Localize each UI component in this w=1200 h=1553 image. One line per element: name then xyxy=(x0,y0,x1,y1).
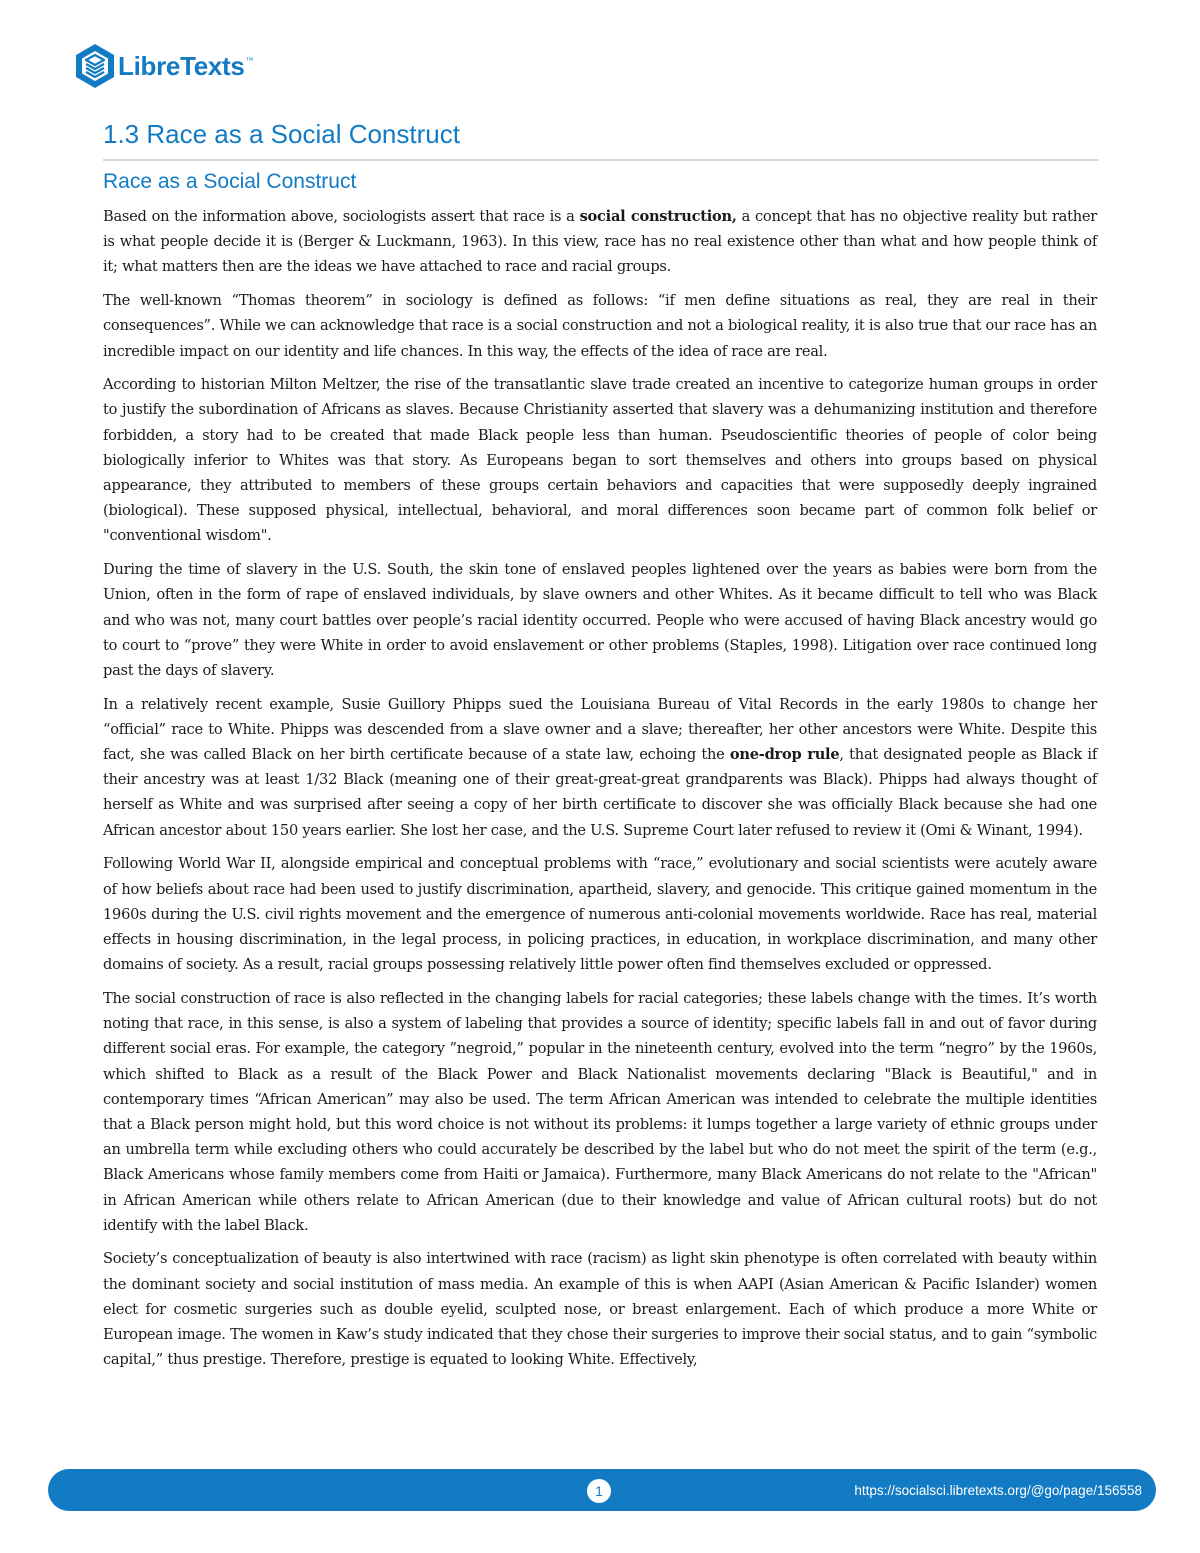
page-number-badge: 1 xyxy=(587,1479,611,1503)
paragraph-3: According to historian Milton Meltzer, the rise of the transatlantic slave trade created an incentive to categorize human groups in order to justify the subordination of Africans as slaves. Because Christianity asserted that slavery was a dehumanizing institution and therefore forbidden, a story had to be created that made Black people less than human. Pseudoscientific theories of people of color being biologically inferior to Whites was that story. As Europeans began to sort themselves and others into groups based on physical appearance, they attributed to members of these groups certain behaviors and capacities that were supposedly deeply ingrained (biological). These supposed physical, intellectual, behavioral, and moral differences soon became part of common folk belief or "conventional wisdom". xyxy=(103,376,1097,545)
section-title: Race as a Social Construct xyxy=(103,170,357,193)
paragraph-text: Based on the information above, sociologists assert that race is a xyxy=(103,208,580,225)
libretexts-logo[interactable] xyxy=(74,42,254,90)
paragraph-4: During the time of slavery in the U.S. South, the skin tone of enslaved peoples lightened over the years as babies were born from the Union, often in the form of rape of enslaved individuals, by slave owners and other Whites. As it became difficult to tell who was Black and who was not, many court battles over people’s racial identity occurred. People who were accused of having Black ancestry would go to court to “prove” they were White in order to avoid enslavement or other problems (Staples, 1998). Litigation over race continued long past the days of slavery. xyxy=(103,561,1097,679)
term-one-drop-rule: one-drop rule xyxy=(729,746,840,764)
footer-url-link[interactable]: https://socialsci.libretexts.org/@go/page/156558 xyxy=(854,1483,1142,1498)
libretexts-logo-icon xyxy=(74,42,116,90)
paragraph-6: Following World War II, alongside empirical and conceptual problems with “race,” evolutionary and social scientists were acutely aware of how beliefs about race had been used to justify discrimination, apartheid, slavery, and genocide. This critique gained momentum in the 1960s during the U.S. civil rights movement and the emergence of numerous anti-colonial movements worldwide. Race has real, material effects in housing discrimination, in the legal process, in policing practices, in education, in workplace discrimination, and many other domains of society. As a result, racial groups possessing relatively little power often find themselves excluded or oppressed. xyxy=(103,855,1097,974)
logo-wordmark: LibreTexts xyxy=(118,50,245,81)
paragraph-text: , that designated people as Black if their ancestry was at least 1/32 Black (meaning one of their great-great-great grandparents was Black). Phipps had always thought of herself as White and was surprised after seeing a copy of her birth certificate to discover she was officially Black because she had one African ancestor about 150 years earlier. She lost her case, and the U.S. Supreme Court later refused to review it (Omi & Winant, 1994). xyxy=(103,746,1097,839)
paragraph-text: a concept that has no objective reality but rather is what people decide it is (Berger & Luckmann, 1963). In this view, race has no real existence other than what and how people think of it; what matters then are the ideas we have attached to race and racial groups. xyxy=(103,208,1097,276)
paragraph-8: Society’s conceptualization of beauty is also intertwined with race (racism) as light skin phenotype is often correlated with beauty within the dominant society and social institution of mass media. An example of this is when AAPI (Asian American & Pacific Islander) women elect for cosmetic surgeries such as double eyelid, sculpted nose, or breast enlargement. Each of which produce a more White or European image. The women in Kaw’s study indicated that they chose their surgeries to improve their social status, and to gain “symbolic capital,” thus prestige. Therefore, prestige is equated to looking White. Effectively, xyxy=(103,1250,1097,1369)
paragraph-1 xyxy=(103,204,1097,280)
article-body xyxy=(103,204,1097,1381)
page-title: 1.3 Race as a Social Construct xyxy=(103,118,1099,161)
paragraph-2: The well-known “Thomas theorem” in sociology is defined as follows: “if men define situations as real, they are real in their consequences”. While we can acknowledge that race is a social construction and not a biological reality, it is also true that our race has an incredible impact on our identity and life chances. In this way, the effects of the idea of race are real. xyxy=(103,292,1097,360)
paragraph-7: The social construction of race is also reflected in the changing labels for racial categories; these labels change with the times. It’s worth noting that race, in this sense, is also a system of labeling that provides a source of identity; specific labels fall in and out of favor during different social eras. For example, the category ”negroid,” popular in the nineteenth century, evolved into the term “negro” by the 1960s, which shifted to Black as a result of the Black Power and Black Nationalist movements declaring "Black is Beautiful," and in contemporary times “African American” may also be used. The term African American was intended to celebrate the multiple identities that a Black person might hold, but this word choice is not without its problems: it lumps together a large variety of ethnic groups under an umbrella term while excluding others who could accurately be described by the label but who do not meet the spirit of the term (e.g., Black Americans whose family members come from Haiti or Jamaica). Furthermore, many Black Americans do not relate to the "African" in African American while others relate to African American (due to their knowledge and value of African cultural roots) but do not identify with the label Black. xyxy=(103,989,1097,1234)
paragraph-5 xyxy=(103,692,1097,843)
paragraph-text: In a relatively recent example, Susie Guillory Phipps sued the Louisiana Bureau of Vital Records in the early 1980s to change her “official” race to White. Phipps was descended from a slave owner and a slave; thereafter, her other ancestors were White. Despite this fact, she was called Black on her birth certificate because of a state law, echoing the xyxy=(103,695,1097,764)
term-social-construction: social construction, xyxy=(579,208,737,225)
logo-trademark: ™ xyxy=(245,56,254,65)
